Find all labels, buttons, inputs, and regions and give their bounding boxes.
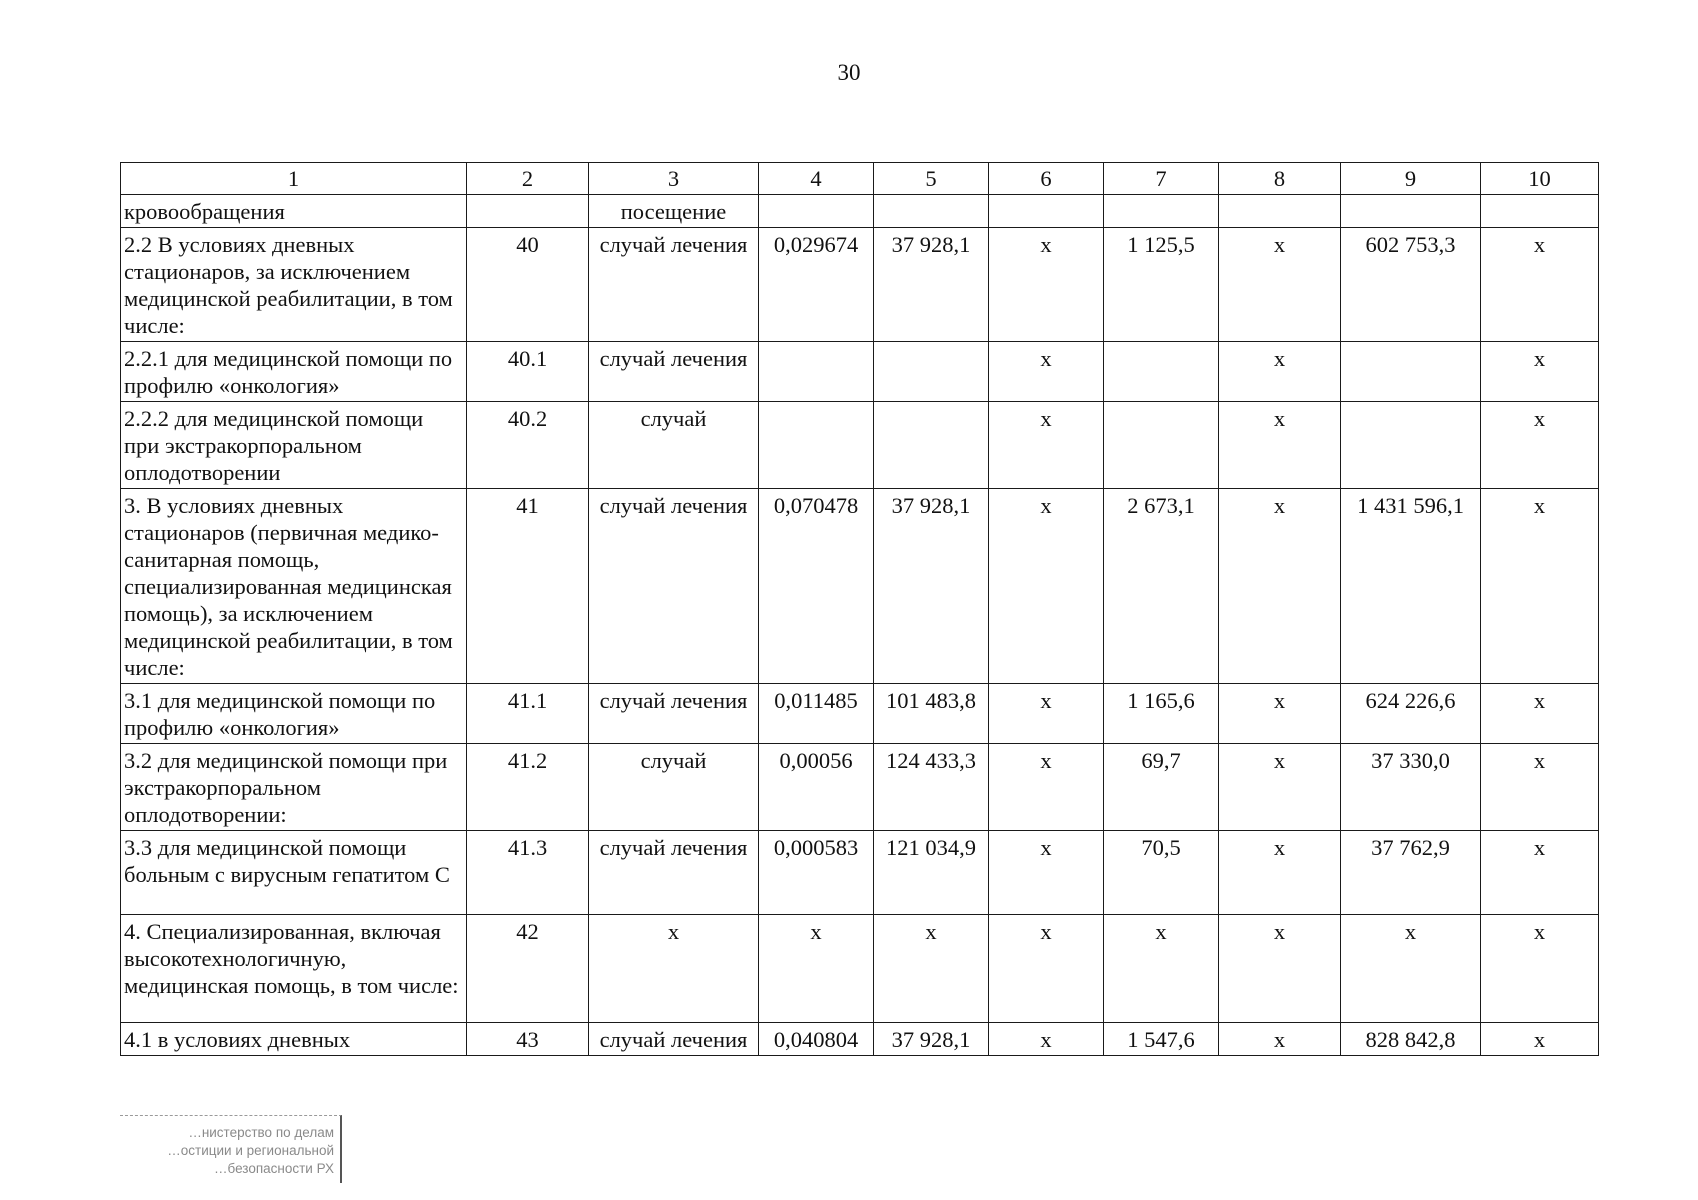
- table-cell: х: [989, 1023, 1104, 1056]
- table-row: [121, 489, 1599, 684]
- table-cell: случай лечения: [589, 342, 759, 402]
- column-header: 10: [1481, 163, 1599, 195]
- table-cell: х: [1481, 831, 1599, 915]
- table-cell: 37 928,1: [874, 489, 989, 684]
- table-cell: 1 547,6: [1104, 1023, 1219, 1056]
- table-cell: 0,040804: [759, 1023, 874, 1056]
- page-number: 30: [837, 60, 861, 85]
- table-cell: [1104, 195, 1219, 228]
- table-cell: случай лечения: [589, 831, 759, 915]
- table-cell: 42: [467, 915, 589, 1023]
- table-cell: х: [1104, 915, 1219, 1023]
- table-row: [121, 1023, 1599, 1056]
- table-cell: х: [1219, 489, 1341, 684]
- table-cell: х: [1219, 1023, 1341, 1056]
- table-cell: 1 165,6: [1104, 684, 1219, 744]
- table-cell: х: [1481, 342, 1599, 402]
- table-cell: случай: [589, 402, 759, 489]
- table-cell: 624 226,6: [1341, 684, 1481, 744]
- table-cell: х: [1481, 744, 1599, 831]
- table-cell: х: [1341, 915, 1481, 1023]
- table-cell: 2 673,1: [1104, 489, 1219, 684]
- table-cell: х: [1219, 684, 1341, 744]
- table-cell: х: [1481, 228, 1599, 342]
- table-cell: 121 034,9: [874, 831, 989, 915]
- column-header: 1: [121, 163, 467, 195]
- table-cell: [1104, 402, 1219, 489]
- column-header: 4: [759, 163, 874, 195]
- table-cell: 41.2: [467, 744, 589, 831]
- table-cell: 40.1: [467, 342, 589, 402]
- column-header: 5: [874, 163, 989, 195]
- table-cell: х: [989, 489, 1104, 684]
- table-cell: 0,000583: [759, 831, 874, 915]
- table-cell: 602 753,3: [1341, 228, 1481, 342]
- table-cell: 41.1: [467, 684, 589, 744]
- table-cell: х: [1219, 915, 1341, 1023]
- table-cell: [1341, 342, 1481, 402]
- table-cell: 0,011485: [759, 684, 874, 744]
- table-cell: 37 928,1: [874, 1023, 989, 1056]
- row-label-cell: 3.1 для медицинской помощи по профилю «онкология»: [121, 684, 467, 744]
- table-cell: [874, 402, 989, 489]
- table-cell: 0,070478: [759, 489, 874, 684]
- table-cell: х: [989, 684, 1104, 744]
- table-cell: случай лечения: [589, 228, 759, 342]
- table-row: [121, 744, 1599, 831]
- table-cell: 37 762,9: [1341, 831, 1481, 915]
- column-header: 9: [1341, 163, 1481, 195]
- table-header-row: [121, 163, 1599, 195]
- table-cell: х: [1219, 744, 1341, 831]
- table-cell: х: [1481, 684, 1599, 744]
- row-label-cell: 4.1 в условиях дневных: [121, 1023, 467, 1056]
- table-cell: 101 483,8: [874, 684, 989, 744]
- table-cell: 1 125,5: [1104, 228, 1219, 342]
- column-header: 8: [1219, 163, 1341, 195]
- table-cell: [1104, 342, 1219, 402]
- table-cell: 124 433,3: [874, 744, 989, 831]
- stamp-line: …нистерство по делам: [188, 1125, 334, 1140]
- table-row: [121, 342, 1599, 402]
- table-row: [121, 831, 1599, 915]
- table-row: [121, 684, 1599, 744]
- table-cell: х: [989, 831, 1104, 915]
- row-label-cell: кровообращения: [121, 195, 467, 228]
- table-cell: [759, 342, 874, 402]
- table-cell: 37 928,1: [874, 228, 989, 342]
- table-row: [121, 195, 1599, 228]
- table-cell: [1219, 195, 1341, 228]
- table-cell: х: [1219, 342, 1341, 402]
- table-cell: х: [759, 915, 874, 1023]
- table-cell: х: [1481, 1023, 1599, 1056]
- table-cell: случай лечения: [589, 489, 759, 684]
- table-cell: 828 842,8: [1341, 1023, 1481, 1056]
- table-cell: случай: [589, 744, 759, 831]
- row-label-cell: 3.3 для медицинской помощи больным с вирусным гепатитом С: [121, 831, 467, 915]
- row-label-cell: 2.2 В условиях дневных стационаров, за исключением медицинской реабилитации, в том числе:: [121, 228, 467, 342]
- table-cell: х: [989, 228, 1104, 342]
- stamp-line: …остиции и региональной: [167, 1143, 334, 1158]
- table-cell: 43: [467, 1023, 589, 1056]
- table-cell: х: [1219, 228, 1341, 342]
- table-cell: [759, 402, 874, 489]
- table-cell: 37 330,0: [1341, 744, 1481, 831]
- table-cell: 40: [467, 228, 589, 342]
- table-cell: х: [989, 744, 1104, 831]
- table-cell: х: [1481, 402, 1599, 489]
- table-cell: случай лечения: [589, 684, 759, 744]
- row-label-cell: 2.2.1 для медицинской помощи по профилю «онкология»: [121, 342, 467, 402]
- table-cell: случай лечения: [589, 1023, 759, 1056]
- table-cell: х: [989, 915, 1104, 1023]
- table-row: [121, 402, 1599, 489]
- row-label-cell: 3.2 для медицинской помощи при экстракорпоральном оплодотворении:: [121, 744, 467, 831]
- table-cell: 70,5: [1104, 831, 1219, 915]
- table-cell: х: [1219, 402, 1341, 489]
- table-cell: х: [1219, 831, 1341, 915]
- table-cell: х: [989, 342, 1104, 402]
- table-cell: [874, 195, 989, 228]
- table-cell: [874, 342, 989, 402]
- table-cell: 0,029674: [759, 228, 874, 342]
- row-label-cell: 2.2.2 для медицинской помощи при экстракорпоральном оплодотворении: [121, 402, 467, 489]
- table-cell: х: [989, 402, 1104, 489]
- registration-stamp: [120, 1115, 342, 1183]
- column-header: 2: [467, 163, 589, 195]
- table-cell: посещение: [589, 195, 759, 228]
- column-header: 7: [1104, 163, 1219, 195]
- table-cell: [1341, 402, 1481, 489]
- column-header: 3: [589, 163, 759, 195]
- table-cell: 40.2: [467, 402, 589, 489]
- table-cell: х: [589, 915, 759, 1023]
- table-row: [121, 228, 1599, 342]
- table-cell: [1481, 195, 1599, 228]
- table-cell: 1 431 596,1: [1341, 489, 1481, 684]
- table-cell: [989, 195, 1104, 228]
- column-header: 6: [989, 163, 1104, 195]
- table-row: [121, 915, 1599, 1023]
- row-label-cell: 4. Специализированная, включая высокотехнологичную, медицинская помощь, в том числе:: [121, 915, 467, 1023]
- table-cell: 41: [467, 489, 589, 684]
- table-cell: [467, 195, 589, 228]
- table-cell: х: [874, 915, 989, 1023]
- table-cell: [1341, 195, 1481, 228]
- table-cell: 69,7: [1104, 744, 1219, 831]
- table-cell: 41.3: [467, 831, 589, 915]
- stamp-line: …безопасности РХ: [214, 1161, 334, 1176]
- table-cell: 0,00056: [759, 744, 874, 831]
- table-cell: [759, 195, 874, 228]
- table-cell: х: [1481, 915, 1599, 1023]
- row-label-cell: 3. В условиях дневных стационаров (первичная медико-санитарная помощь, специализированная медицинская помощь), за исключением медицинской реабилитации, в том числе:: [121, 489, 467, 684]
- table-cell: х: [1481, 489, 1599, 684]
- data-table: [120, 162, 1599, 1056]
